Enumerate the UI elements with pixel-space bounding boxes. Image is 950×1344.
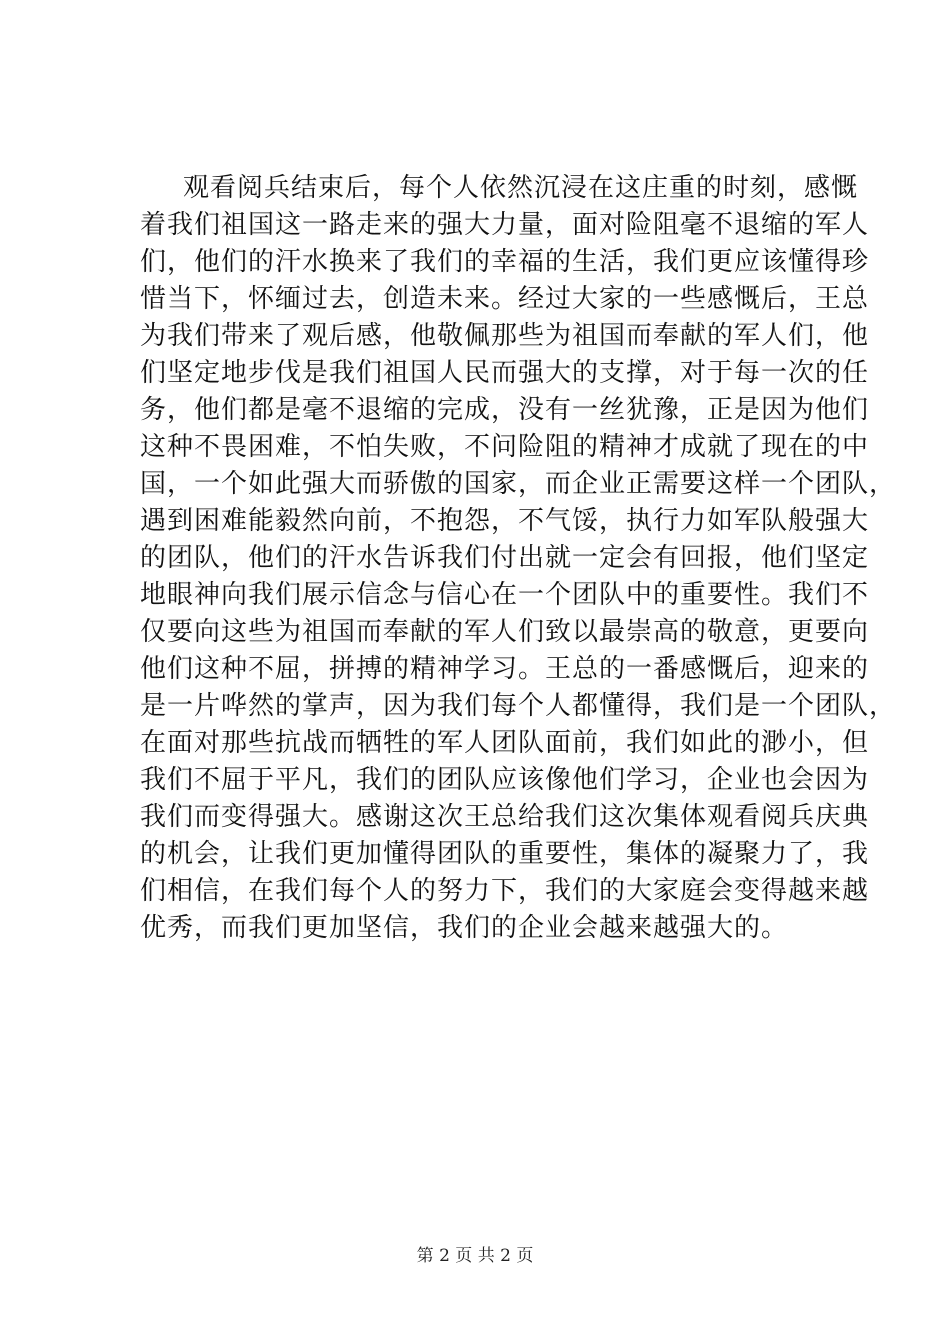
paragraph-line: 们相信，在我们每个人的努力下，我们的大家庭会变得越来越 (140, 876, 870, 906)
paragraph-line: 国，一个如此强大而骄傲的国家，而企业正需要这样一个团队， (140, 469, 897, 499)
paragraph-line: 是一片哗然的掌声，因为我们每个人都懂得，我们是一个团队， (140, 691, 897, 721)
paragraph-line: 着我们祖国这一路走来的强大力量，面对险阻毫不退缩的军人 (140, 210, 870, 240)
paragraph-line: 们，他们的汗水换来了我们的幸福的生活，我们更应该懂得珍 (140, 247, 870, 277)
paragraph-line: 遇到困难能毅然向前，不抱怨，不气馁，执行力如军队般强大 (140, 506, 870, 536)
paragraph-line: 的机会，让我们更加懂得团队的重要性，集体的凝聚力了，我 (140, 839, 870, 869)
paragraph-line: 惜当下，怀缅过去，创造未来。经过大家的一些感慨后，王总 (140, 284, 870, 314)
paragraph-line: 地眼神向我们展示信念与信心在一个团队中的重要性。我们不 (140, 580, 870, 610)
paragraph-line: 他们这种不屈，拼搏的精神学习。王总的一番感慨后，迎来的 (140, 654, 870, 684)
paragraph-line: 我们而变得强大。感谢这次王总给我们这次集体观看阅兵庆典 (140, 802, 870, 832)
paragraph-line: 优秀，而我们更加坚信，我们的企业会越来越强大的。 (140, 913, 789, 943)
paragraph-line: 们坚定地步伐是我们祖国人民而强大的支撑，对于每一次的任 (140, 358, 870, 388)
paragraph-line: 我们不屈于平凡，我们的团队应该像他们学习，企业也会因为 (140, 765, 870, 795)
paragraph-line: 为我们带来了观后感，他敬佩那些为祖国而奉献的军人们，他 (140, 321, 870, 351)
page-number-footer: 第 2 页 共 2 页 (416, 1246, 534, 1266)
paragraph-line: 务，他们都是毫不退缩的完成，没有一丝犹豫，正是因为他们 (140, 395, 870, 425)
body-paragraph (140, 170, 897, 947)
paragraph-line: 这种不畏困难，不怕失败，不问险阻的精神才成就了现在的中 (140, 432, 870, 462)
paragraph-line: 仅要向这些为祖国而奉献的军人们致以最崇高的敬意，更要向 (140, 617, 870, 647)
paragraph-line: 在面对那些抗战而牺牲的军人团队面前，我们如此的渺小，但 (140, 728, 870, 758)
paragraph-line: 观看阅兵结束后，每个人依然沉浸在这庄重的时刻，感慨 (183, 173, 859, 203)
paragraph-line: 的团队，他们的汗水告诉我们付出就一定会有回报，他们坚定 (140, 543, 870, 573)
